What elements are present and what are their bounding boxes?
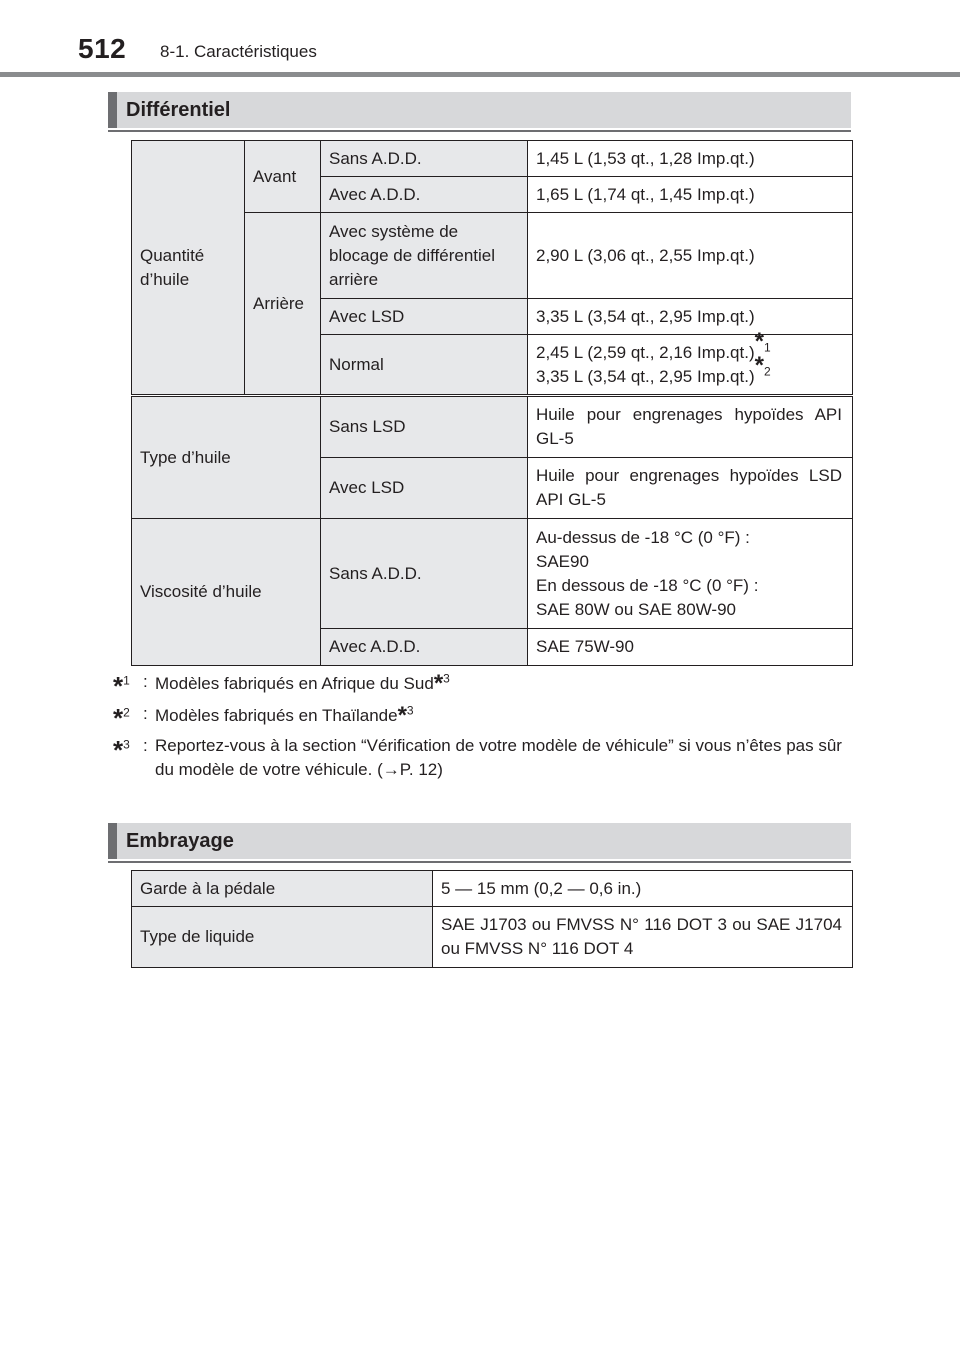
heading-accent-bar [108, 92, 117, 128]
front-without-add-value: 1,45 L (1,53 qt., 1,28 Imp.qt.) [528, 141, 853, 177]
type-no-lsd-value: Huile pour engrenages hypoïdes API GL-5 [528, 397, 853, 458]
type-lsd-value: Huile pour engrenages hypoïdes LSD API GL-5 [528, 458, 853, 519]
footnote-number: 1 [123, 673, 130, 688]
table-row [132, 871, 853, 907]
colon: : [143, 672, 148, 691]
rear-lock-value: 2,90 L (3,06 qt., 2,55 Imp.qt.) [528, 213, 853, 299]
colon: : [143, 704, 148, 723]
visc-add-value: SAE 75W-90 [528, 629, 853, 666]
heading-underline [108, 130, 851, 132]
oil-type-table [131, 396, 853, 666]
fluid-label: Type de liquide [132, 907, 433, 968]
footnote-ref: 1 [763, 339, 771, 354]
asterisk: * [754, 327, 764, 355]
heading-underline [108, 861, 851, 863]
rear-normal-label: Normal [321, 335, 528, 395]
rear-normal-value-2: 3,35 L (3,54 qt., 2,95 Imp.qt.) [536, 366, 755, 386]
rear-normal-value [528, 327, 853, 395]
pedal-value: 5 — 15 mm (0,2 — 0,6 in.) [433, 871, 853, 907]
page-number: 512 [78, 33, 127, 64]
asterisk: * [397, 702, 407, 729]
rear-lock-label: Avec système de blocage de différentiel arrière [321, 213, 528, 299]
footnote-mark [113, 734, 130, 765]
footnote [113, 702, 853, 733]
clutch-title: Embrayage [126, 830, 234, 852]
oil-quantity-label: Quantité d’huile [132, 141, 245, 395]
colon: : [143, 736, 148, 755]
footnote-text: Modèles fabriqués en Afrique du Sud [155, 674, 434, 693]
rear-normal-value-1: 2,45 L (2,59 qt., 2,16 Imp.qt.) [536, 342, 755, 362]
viscosity-label: Viscosité d’huile [132, 519, 321, 666]
footnote-mark [113, 670, 130, 701]
section-title: 8-1. Caractéristiques [160, 42, 317, 61]
heading-accent-bar [108, 823, 117, 859]
header-divider [0, 72, 960, 77]
oil-type-label: Type d’huile [132, 397, 321, 519]
footnote [113, 734, 853, 782]
clutch-table [131, 870, 853, 968]
visc-no-add-label: Sans A.D.D. [321, 519, 528, 629]
footnotes [113, 670, 853, 788]
table-row [132, 519, 853, 629]
asterisk: * [433, 670, 444, 697]
asterisk: * [754, 351, 764, 379]
clutch-heading [108, 823, 851, 859]
type-lsd-label: Avec LSD [321, 458, 528, 519]
table-row [132, 141, 853, 177]
rear-lsd-label: Avec LSD [321, 299, 528, 335]
visc-no-add-value: Au-dessus de -18 °C (0 °F) : SAE90 En dessous de -18 °C (0 °F) : SAE 80W ou SAE 80W-90 [528, 519, 853, 629]
front-with-add-value: 1,65 L (1,74 qt., 1,45 Imp.qt.) [528, 177, 853, 213]
footnote-number: 3 [123, 737, 130, 752]
footnote-text: Modèles fabriqués en Thaïlande [155, 706, 398, 725]
footnote-ref: 3 [443, 671, 450, 686]
rear-label: Arrière [245, 213, 321, 395]
asterisk: * [113, 735, 124, 765]
footnote-number: 2 [123, 705, 130, 720]
footnote-ref: 3 [406, 703, 414, 718]
front-label: Avant [245, 141, 321, 213]
footnote-ref: 2 [763, 363, 771, 378]
footnote [113, 670, 853, 701]
fluid-value: SAE J1703 ou FMVSS N° 116 DOT 3 ou SAE J1704 ou FMVSS N° 116 DOT 4 [433, 907, 853, 968]
differential-table [131, 140, 853, 395]
rear-lsd-value: 3,35 L (3,54 qt., 2,95 Imp.qt.) [528, 299, 853, 335]
type-no-lsd-label: Sans LSD [321, 397, 528, 458]
visc-add-label: Avec A.D.D. [321, 629, 528, 666]
differential-heading [108, 92, 851, 128]
front-with-add-label: Avec A.D.D. [321, 177, 528, 213]
page-header [0, 0, 960, 78]
asterisk: * [113, 671, 124, 701]
table-row [132, 397, 853, 458]
footnote-text: Reportez-vous à la section “Vérification de votre modèle de véhicule” si vous n’êtes pas sûr du modèle de votre véhicule. (→P. 12) [155, 736, 842, 779]
pedal-label: Garde à la pédale [132, 871, 433, 907]
front-without-add-label: Sans A.D.D. [321, 141, 528, 177]
table-row [132, 907, 853, 968]
asterisk: * [113, 703, 124, 733]
differential-title: Différentiel [126, 99, 231, 121]
footnote-mark [113, 702, 130, 733]
